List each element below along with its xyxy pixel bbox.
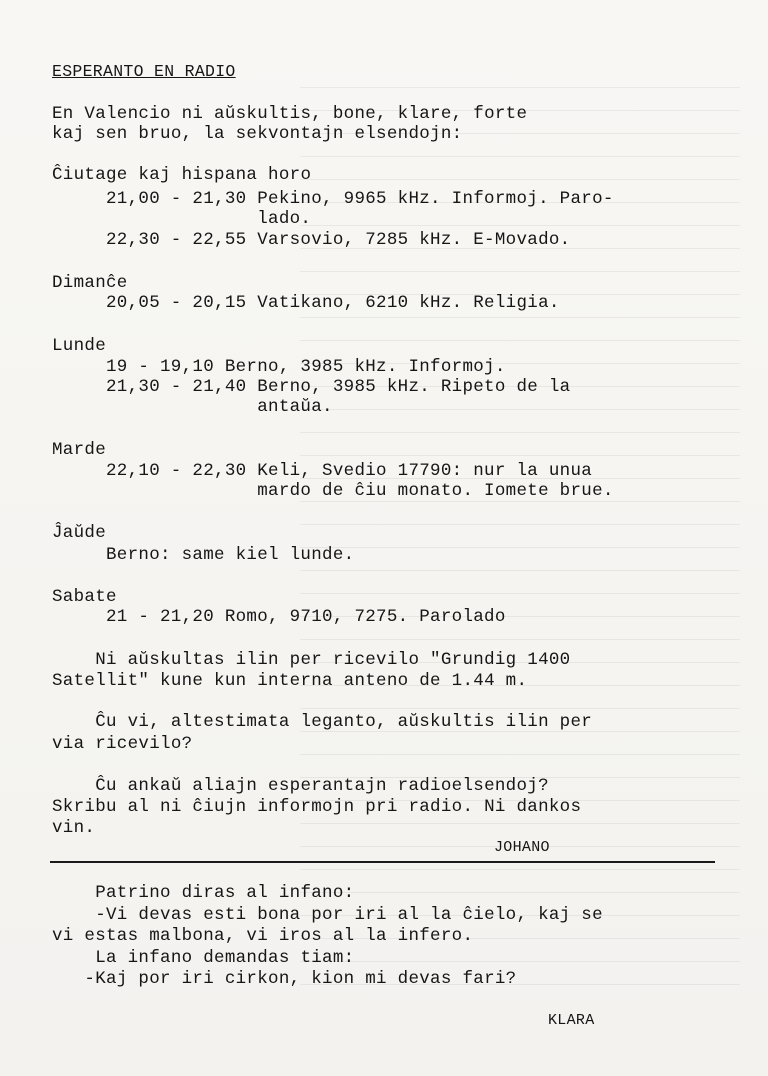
section-divider — [50, 861, 715, 863]
day-heading-monday: Lunde — [52, 336, 107, 356]
article-title: ESPERANTO EN RADIO — [52, 62, 236, 81]
schedule-line: mardo de ĉiu monato. Iomete brue. — [106, 481, 614, 501]
joke-line-3: vi estas malbona, vi iros al la infero. — [52, 926, 474, 946]
joke-line-5: -Kaj por iri cirkon, kion mi devas fari? — [52, 969, 517, 989]
intro-line-2: kaj sen bruo, la sekvontajn elsendojn: — [52, 124, 463, 144]
day-heading-tuesday: Marde — [52, 440, 107, 460]
question2-line-2: Skribu al ni ĉiujn informojn pri radio. Ni dankos — [52, 797, 582, 817]
schedule-line: Berno: same kiel lunde. — [106, 545, 355, 565]
question1-line-2: via ricevilo? — [52, 734, 193, 754]
schedule-line: lado. — [106, 209, 312, 229]
day-heading-sunday: Dimanĉe — [52, 273, 128, 293]
schedule-line: 21,30 - 21,40 Berno, 3985 kHz. Ripeto de la — [106, 377, 571, 397]
question2-line-3: vin. — [52, 818, 96, 838]
schedule-line: 21,00 - 21,30 Pekino, 9965 kHz. Informoj. Paro- — [106, 189, 614, 209]
signature-johano: JOHANO — [494, 839, 550, 856]
joke-line-1: Patrino diras al infano: — [52, 883, 355, 903]
joke-line-4: La infano demandas tiam: — [52, 948, 355, 968]
receiver-line-1: Ni aŭskultas ilin per ricevilo "Grundig 1400 — [52, 650, 571, 670]
question2-line-1: Ĉu ankaŭ aliajn esperantajn radioelsendoj? — [52, 776, 549, 796]
schedule-line: antaŭa. — [106, 397, 333, 417]
day-heading-daily: Ĉiutage kaj hispana horo — [52, 165, 312, 185]
signature-klara: KLARA — [548, 1012, 595, 1029]
joke-line-2: -Vi devas esti bona por iri al la ĉielo, kaj se — [52, 905, 603, 925]
schedule-line: 20,05 - 20,15 Vatikano, 6210 kHz. Religia. — [106, 293, 560, 313]
question1-line-1: Ĉu vi, altestimata leganto, aŭskultis ilin per — [52, 712, 593, 732]
intro-line-1: En Valencio ni aŭskultis, bone, klare, forte — [52, 104, 528, 124]
day-heading-saturday: Sabate — [52, 587, 117, 607]
schedule-line: 21 - 21,20 Romo, 9710, 7275. Parolado — [106, 607, 506, 627]
receiver-line-2: Satellit" kune kun interna anteno de 1.44 m. — [52, 671, 528, 691]
schedule-line: 22,30 - 22,55 Varsovio, 7285 kHz. E-Movado. — [106, 230, 571, 250]
schedule-line: 22,10 - 22,30 Keli, Svedio 17790: nur la unua — [106, 461, 593, 481]
schedule-line: 19 - 19,10 Berno, 3985 kHz. Informoj. — [106, 357, 506, 377]
day-heading-thursday: Ĵaŭde — [52, 523, 107, 543]
